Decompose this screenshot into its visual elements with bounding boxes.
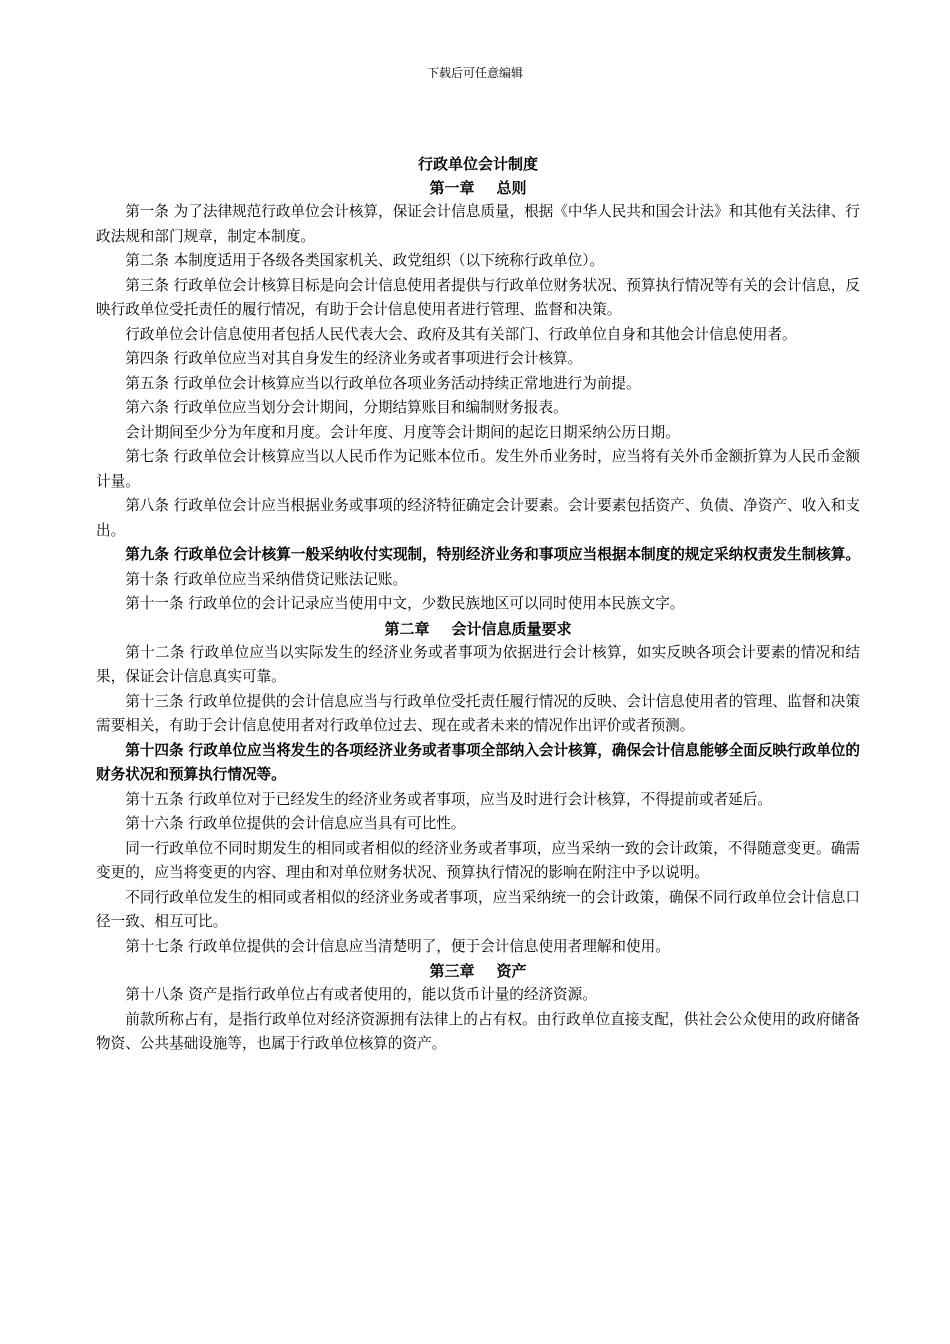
chapter-name: 会计信息质量要求 [451,619,572,638]
article-paragraph: 同一行政单位不同时期发生的相同或者相似的经济业务或者事项，应当采纳一致的会计政策，不得随意变更。确需变更的，应当将变更的内容、理由和对单位财务状况、预算执行情况的影响在附注中予以说明。 [96,839,860,881]
article-paragraph: 不同行政单位发生的相同或者相似的经济业务或者事项，应当采纳统一的会计政策，确保不同行政单位会计信息口径一致、相互可比。 [96,888,860,930]
chapter-name: 总则 [496,179,527,197]
article-paragraph: 第五条 行政单位会计核算应当以行政单位各项业务活动持续正常地进行为前提。 [125,374,641,392]
article-paragraph: 第十一条 行政单位的会计记录应当使用中文，少数民族地区可以同时使用本民族文字。 [125,595,685,612]
document-title: 行政单位会计制度 [417,155,538,173]
article-paragraph: 第十五条 行政单位对于已经发生的经济业务或者事项，应当及时进行会计核算，不得提前或者延后。 [125,790,772,808]
chapter-name: 资产 [496,962,527,980]
article-paragraph: 行政单位会计信息使用者包括人民代表大会、政府及其有关部门、行政单位自身和其他会计信息使用者。 [125,325,797,343]
article-paragraph: 第十八条 资产是指行政单位占有或者使用的，能以货币计量的经济资源。 [125,986,597,1003]
chapter-heading [96,617,860,641]
article-paragraph: 第二条 本制度适用于各级各类国家机关、政党组织（以下统称行政单位）。 [125,252,605,269]
article-paragraph: 第四条 行政单位应当对其自身发生的经济业务或者事项进行会计核算。 [125,350,583,367]
article-paragraph: 第六条 行政单位应当划分会计期间，分期结算账目和编制财务报表。 [125,399,568,416]
article-paragraph: 第三条 行政单位会计核算目标是向会计信息使用者提供与行政单位财务状况、预算执行情况等有关的会计信息，反映行政单位受托责任的履行情况，有助于会计信息使用者进行管理、监督和决策。 [96,276,860,318]
chapters-container [96,176,860,1057]
chapter-number: 第三章 [429,962,475,980]
chapter-number: 第一章 [429,179,475,197]
chapter-heading [96,176,860,200]
article-paragraph: 第十七条 行政单位提供的会计信息应当清楚明了，便于会计信息使用者理解和使用。 [125,937,670,955]
chapter-heading [96,959,860,983]
article-paragraph: 第十二条 行政单位应当以实际发生的经济业务或者事项为依据进行会计核算，如实反映各项会计要素的情况和结果，保证会计信息真实可靠。 [96,643,860,685]
article-paragraph: 会计期间至少分为年度和月度。会计年度、月度等会计期间的起讫日期采纳公历日期。 [125,423,680,441]
chapter-number: 第二章 [384,619,430,638]
article-paragraph: 第十四条 行政单位应当将发生的各项经济业务或者事项全部纳入会计核算，确保会计信息能够全面反映行政单位的财务状况和预算执行情况等。 [96,741,860,783]
article-paragraph: 第十三条 行政单位提供的会计信息应当与行政单位受托责任履行情况的反映、会计信息使用者的管理、监督和决策需要相关，有助于会计信息使用者对行政单位过去、现在或者未来的情况作出评价或者预测。 [96,692,860,734]
article-paragraph: 第十条 行政单位应当采纳借贷记账法记账。 [125,570,408,588]
article-paragraph: 第七条 行政单位会计核算应当以人民币作为记账本位币。发生外币业务时，应当将有关外币金额折算为人民币金额计量。 [96,448,860,490]
article-paragraph: 第九条 行政单位会计核算一般采纳收付实现制，特别经济业务和事项应当根据本制度的规定采纳权责发生制核算。 [125,546,860,563]
document-body [96,152,860,1057]
page-header: 下载后可任意编辑 [426,66,523,80]
article-paragraph: 第十六条 行政单位提供的会计信息应当具有可比性。 [125,815,466,832]
article-paragraph: 第一条 为了法律规范行政单位会计核算，保证会计信息质量，根据《中华人民共和国会计法》和其他有关法律、行政法规和部门规章，制定本制度。 [96,203,860,245]
article-paragraph: 第八条 行政单位会计应当根据业务或事项的经济特征确定会计要素。会计要素包括资产、负债、净资产、收入和支出。 [96,497,860,539]
article-paragraph: 前款所称占有，是指行政单位对经济资源拥有法律上的占有权。由行政单位直接支配，供社会公众使用的政府储备物资、公共基础设施等，也属于行政单位核算的资产。 [96,1010,860,1052]
